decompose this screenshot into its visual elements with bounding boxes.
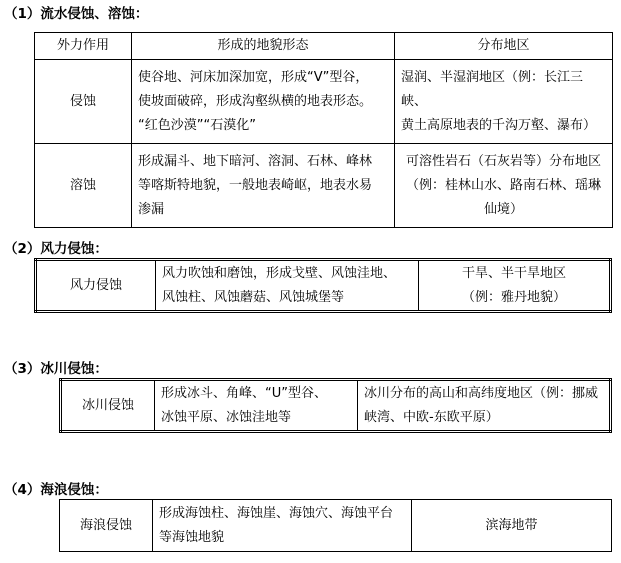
section-4-heading: （4）海浪侵蚀： [4, 482, 108, 498]
force-cell: 风力侵蚀 [36, 260, 156, 312]
wind-erosion-table [34, 258, 612, 313]
form-line: 渗漏 [138, 201, 165, 217]
form-line: 风蚀柱、风蚀蘑菇、风蚀城堡等 [162, 289, 345, 305]
force-cell: 海浪侵蚀 [60, 500, 153, 552]
header-form: 形成的地貌形态 [132, 33, 395, 60]
form-line: 风力吹蚀和磨蚀，形成戈壁、风蚀洼地、 [162, 265, 397, 281]
form-line: 形成冰斗、角峰、“U”型谷、 [161, 385, 327, 401]
form-cell [153, 500, 412, 552]
area-cell [395, 144, 613, 228]
form-line: 等海蚀地貌 [159, 529, 225, 545]
area-cell [419, 260, 611, 312]
form-line: “红色沙漠”“石漠化” [138, 117, 256, 133]
area-line: 仙境） [483, 201, 523, 217]
form-cell [132, 144, 395, 228]
section-1-heading: （1）流水侵蚀、溶蚀： [4, 6, 149, 22]
table-row [36, 260, 611, 312]
area-cell [395, 60, 613, 144]
form-line: 冰蚀平原、冰蚀洼地等 [161, 409, 292, 425]
area-cell [412, 500, 612, 552]
form-cell [156, 260, 419, 312]
form-cell [155, 380, 358, 432]
form-line: 使坡面破碎，形成沟壑纵横的地表形态。 [138, 93, 373, 109]
wave-erosion-table [59, 499, 612, 552]
form-line: 使谷地、河床加深加宽，形成“V”型谷， [138, 69, 369, 85]
table-row [60, 500, 612, 552]
area-line: 滨海地带 [485, 517, 538, 533]
area-line: 冰川分布的高山和高纬度地区（例：挪威 [364, 385, 599, 401]
form-line: 等喀斯特地貌，一般地表崎岖，地表水易 [138, 177, 373, 193]
force-cell: 溶蚀 [35, 144, 132, 228]
water-erosion-table [34, 32, 613, 228]
glacier-erosion-table [59, 378, 612, 433]
form-line: 形成海蚀柱、海蚀崖、海蚀穴、海蚀平台 [159, 505, 394, 521]
area-line: （例：桂林山水、路南石林、瑶琳 [405, 177, 601, 193]
area-cell [358, 380, 611, 432]
table-row [61, 380, 611, 432]
area-line: 湿润、半湿润地区（例：长江三峡、 [401, 69, 584, 109]
force-cell: 冰川侵蚀 [61, 380, 155, 432]
table-row [35, 144, 613, 228]
header-force: 外力作用 [35, 33, 132, 60]
area-line: 干旱、半干旱地区 [461, 265, 566, 281]
table-row [35, 60, 613, 144]
form-cell [132, 60, 395, 144]
area-line: 黄土高原地表的千沟万壑、瀑布） [401, 117, 597, 133]
header-area: 分布地区 [395, 33, 613, 60]
section-3-heading: （3）冰川侵蚀： [4, 361, 108, 377]
form-line: 形成漏斗、地下暗河、溶洞、石林、峰林 [138, 153, 373, 169]
area-line: 可溶性岩石（石灰岩等）分布地区 [405, 153, 601, 169]
area-line: （例：雅丹地貌） [461, 289, 566, 305]
force-cell: 侵蚀 [35, 60, 132, 144]
section-2-heading: （2）风力侵蚀： [4, 241, 108, 257]
area-line: 峡湾、中欧-东欧平原） [364, 409, 499, 425]
